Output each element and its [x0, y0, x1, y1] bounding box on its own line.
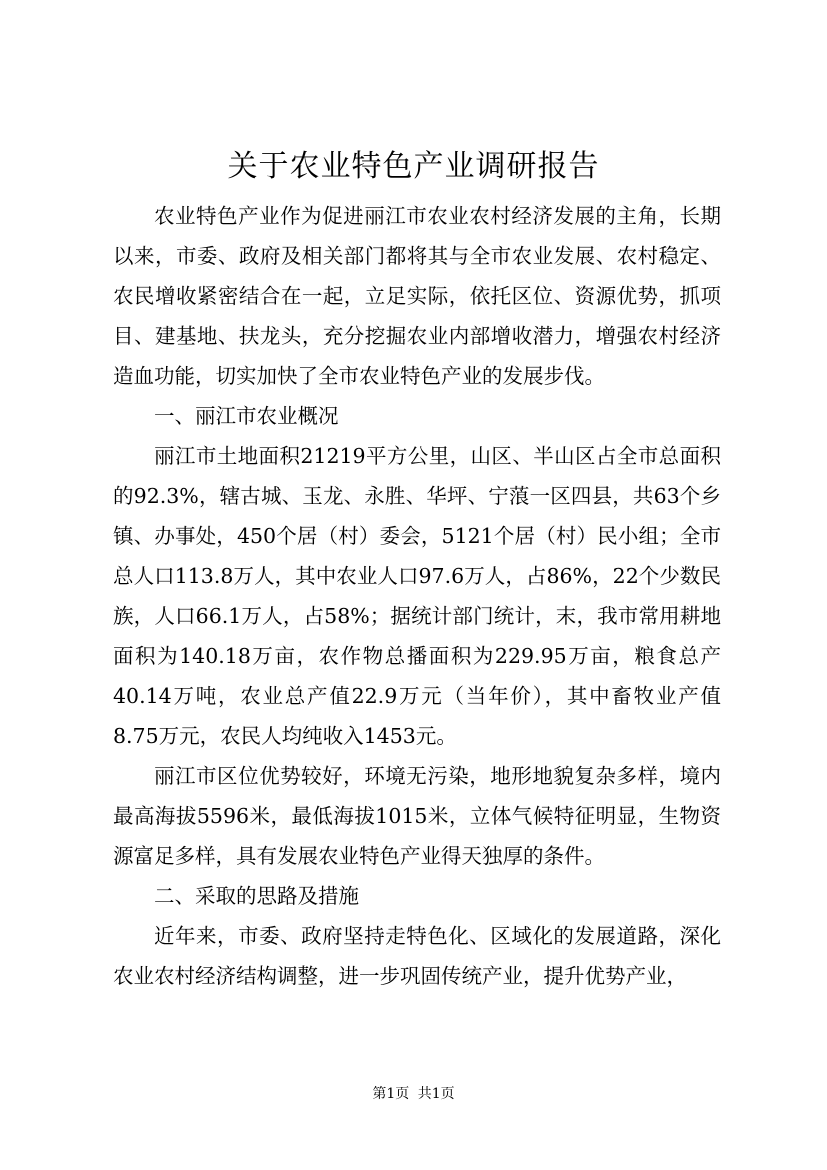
paragraph-intro: 农业特色产业作为促进丽江市农业农村经济发展的主角，长期以来，市委、政府及相关部门都将其与全市农业发展、农村稳定、农民增收紧密结合在一起，立足实际，依托区位、资源优势，抓项目、建基地、扶龙头，充分挖掘农业内部增收潜力，增强农村经济造血功能，切实加快了全市农业特色产业的发展步伐。	[113, 204, 721, 388]
paragraph-overview: 丽江市土地面积21219平方公里，山区、半山区占全市总面积的92.3%，辖古城、玉龙、永胜、华坪、宁蒗一区四县，共63个乡镇、办事处，450个居（村）委会，5121个居（村）民小组；全市总人口113.8万人，其中农业人口97.6万人，占86%，22个少数民族，人口66.1万人，占58%；据统计部门统计，末，我市常用耕地面积为140.18万亩，农作物总播面积为229.95万亩，粮食总产40.14万吨，农业总产值22.9万元（当年价），其中畜牧业产值8.75万元，农民人均纯收入1453元。	[113, 444, 721, 748]
document-body	[113, 196, 721, 996]
page-footer: 第1页 共1页	[372, 1086, 455, 1102]
section-heading-overview: 一、丽江市农业概况	[154, 404, 339, 428]
paragraph-measures: 近年来，市委、政府坚持走特色化、区域化的发展道路，深化农业农村经济结构调整，进一步巩固传统产业，提升优势产业，	[113, 924, 721, 988]
document-title: 关于农业特色产业调研报告	[227, 149, 600, 184]
section-heading-measures: 二、采取的思路及措施	[154, 884, 359, 908]
paragraph-location: 丽江市区位优势较好，环境无污染，地形地貌复杂多样，境内最高海拔5596米，最低海拔1015米，立体气候特征明显，生物资源富足多样，具有发展农业特色产业得天独厚的条件。	[113, 764, 721, 868]
